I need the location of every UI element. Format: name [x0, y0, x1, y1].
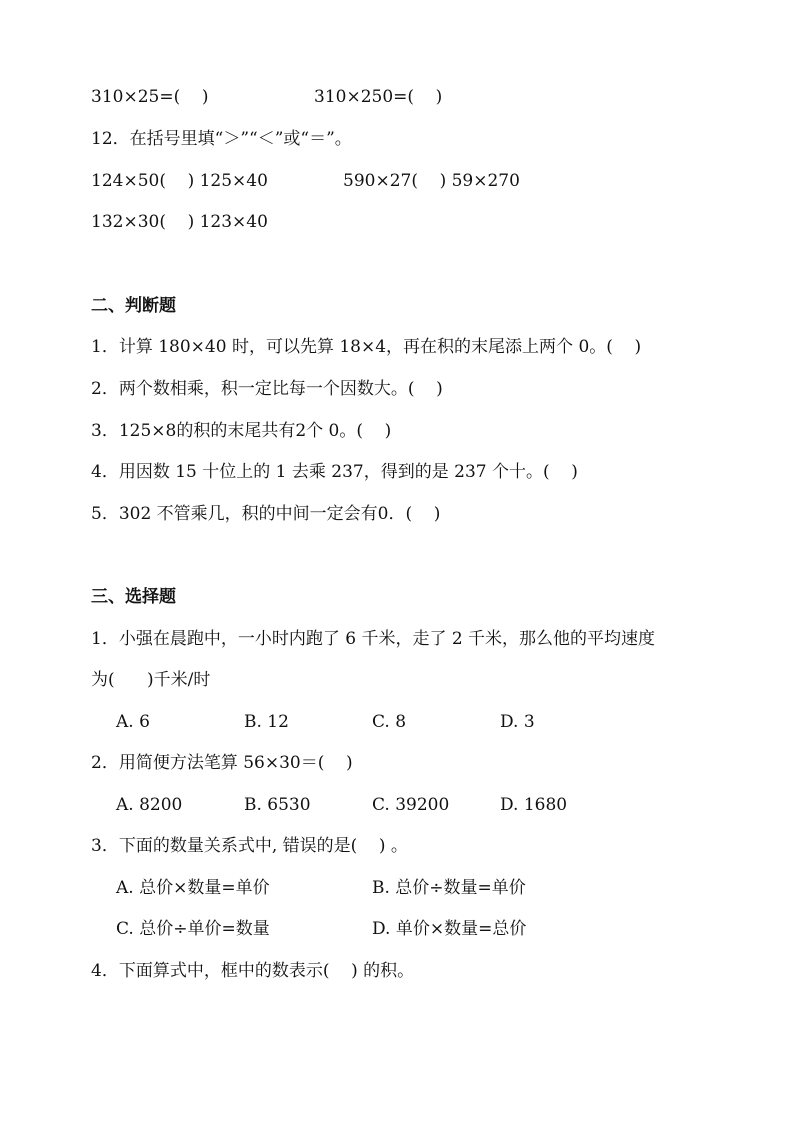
choice-q1-option-b: B. 12	[244, 712, 289, 732]
judge-item-4: 4．用因数 15 十位上的 1 去乘 237，得到的是 237 个十。( )	[91, 462, 578, 482]
choice-q2-option-a: A. 8200	[116, 795, 183, 815]
q11-item-left: 310×25=( )	[91, 87, 209, 107]
judge-item-2: 2．两个数相乘，积一定比每一个因数大。( )	[91, 379, 443, 399]
choice-q3-option-c: C. 总价÷单价=数量	[116, 919, 270, 939]
choice-section-heading: 三、选择题	[91, 587, 176, 607]
q12-compare-3: 132×30( ) 123×40	[91, 212, 268, 232]
choice-q2-option-b: B. 6530	[244, 795, 311, 815]
choice-q1-option-c: C. 8	[372, 712, 407, 732]
choice-q2-stem: 2．用简便方法笔算 56×30＝( )	[91, 753, 353, 773]
q12-compare-1: 124×50( ) 125×40	[91, 171, 268, 191]
q12-compare-2: 590×27( ) 59×270	[343, 171, 520, 191]
choice-q1-option-a: A. 6	[116, 712, 150, 732]
choice-q4-stem: 4．下面算式中，框中的数表示( ) 的积。	[91, 961, 415, 981]
choice-q2-option-d: D. 1680	[500, 795, 568, 815]
judge-item-3: 3．125×8的积的末尾共有2个 0。( )	[91, 421, 392, 441]
choice-q3-option-a: A. 总价×数量=单价	[116, 878, 270, 898]
choice-q1-option-d: D. 3	[500, 712, 535, 732]
choice-q3-option-b: B. 总价÷数量=单价	[372, 878, 526, 898]
q11-item-right: 310×250=( )	[314, 87, 443, 107]
choice-q1-stem-line1: 1．小强在晨跑中，一小时内跑了 6 千米，走了 2 千米，那么他的平均速度	[91, 629, 656, 649]
choice-q1-stem-line2: 为( )千米/时	[91, 670, 211, 690]
choice-q3-stem: 3．下面的数量关系式中, 错误的是( ) 。	[91, 836, 408, 856]
choice-q3-option-d: D. 单价×数量=总价	[372, 919, 527, 939]
choice-q2-option-c: C. 39200	[372, 795, 450, 815]
judge-section-heading: 二、判断题	[91, 296, 176, 316]
q12-prompt: 12．在括号里填“＞”“＜”或“＝”。	[91, 129, 352, 149]
judge-item-5: 5．302 不管乘几，积的中间一定会有0．( )	[91, 504, 441, 524]
judge-item-1: 1．计算 180×40 时，可以先算 18×4，再在积的末尾添上两个 0。( )	[91, 337, 642, 357]
